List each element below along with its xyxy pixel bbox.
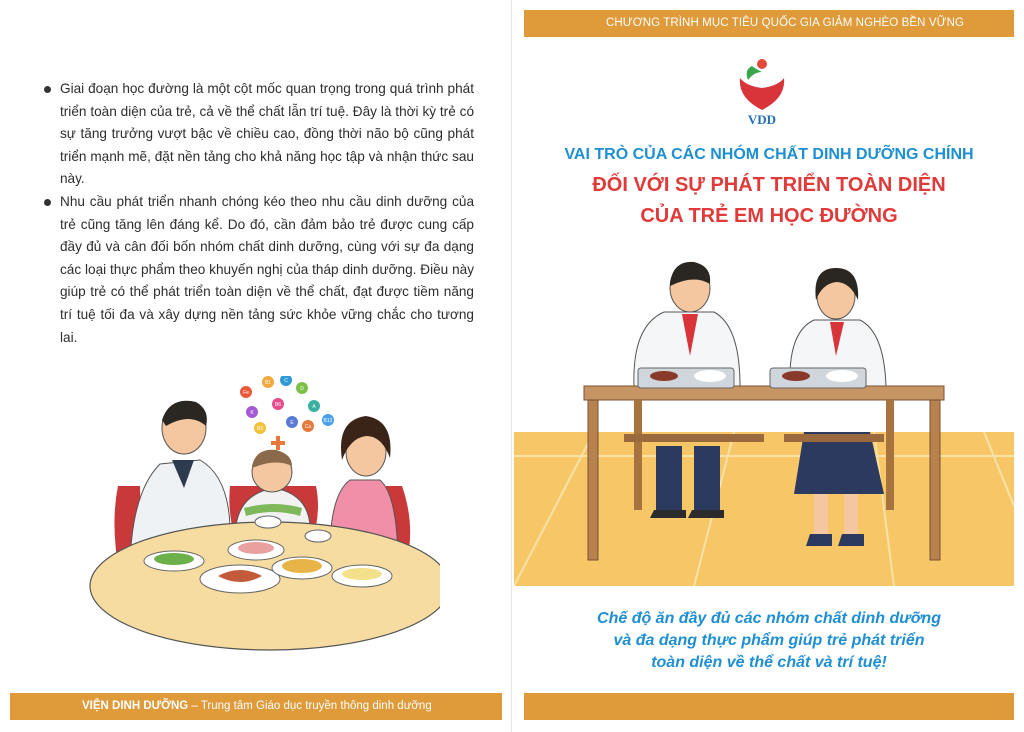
footer-org: VIỆN DINH DƯỠNG — [82, 700, 189, 712]
footer-bar — [10, 693, 502, 720]
bench-left — [624, 434, 764, 442]
bullet-item — [44, 78, 474, 191]
intro-bullets — [44, 78, 474, 349]
bullet-item — [44, 191, 474, 349]
bullet-text: Nhu cầu phát triển nhanh chóng kéo theo nhu cầu dinh dưỡng của trẻ cũng tăng lên đáng kể. Do đó, cần đảm bảo trẻ được cung cấp đầy đủ và cân đối bốn nhóm chất dinh dưỡng, cùng với sự đa dạng các loại thực phẩm theo khuyến nghị của tháp dinh dưỡng. Điều này giúp trẻ có thể phát triển toàn diện về thể chất, đạt được tiềm năng trí tuệ tối đa và xây dựng nền tảng sức khỏe vững chắc cho tương lai. — [60, 193, 474, 345]
vitamin-label: B1 — [264, 380, 272, 386]
slogan-line-2: và đa dạng thực phẩm giúp trẻ phát triển — [613, 632, 925, 649]
plus-icon — [271, 436, 285, 450]
students-lunch-illustration — [514, 256, 1014, 586]
vitamin-label: B2 — [256, 426, 264, 432]
header-bar — [524, 10, 1014, 37]
program-name: CHƯƠNG TRÌNH MỤC TIÊU QUỐC GIA GIẢM NGHÈO BỀN VỮNG — [606, 17, 965, 29]
title-line-1: VAI TRÒ CỦA CÁC NHÓM CHẤT DINH DƯỠNG CHÍNH — [564, 146, 974, 163]
slogan-line-1: Chế độ ăn đầy đủ các nhóm chất dinh dưỡng — [597, 610, 941, 627]
vitamin-label: C — [284, 378, 288, 384]
logo-heart-icon — [740, 78, 784, 110]
vitamin-label: B6 — [274, 402, 282, 408]
title-line-2: ĐỐI VỚI SỰ PHÁT TRIỂN TOÀN DIỆN — [592, 174, 946, 196]
vitamin-label: Fe — [243, 390, 249, 396]
vitamin-label: E — [290, 420, 294, 426]
logo-sun-icon — [757, 59, 767, 69]
vitamin-label: D — [300, 386, 304, 392]
food-trays — [638, 368, 866, 388]
bullet-text: Giai đoạn học đường là một cột mốc quan trọng trong quá trình phát triển toàn diện của trẻ, cả về thể chất lẫn trí tuệ. Đây là thời kỳ trẻ có sự tăng trưởng vượt bậc về chiều cao, đồng thời não bộ cũng phát triển mạnh mẽ, đặt nền tảng cho khả năng học tập và nhận thức sau này. — [60, 81, 474, 187]
footer-bar-right — [524, 693, 1014, 720]
bench-right — [784, 434, 884, 442]
vitamin-bubbles — [240, 376, 334, 434]
logo-text: VDD — [747, 112, 777, 126]
family-meal-illustration — [80, 376, 440, 656]
vitamin-label: K — [250, 410, 254, 416]
page-fold — [511, 0, 512, 732]
footer-credit — [82, 700, 432, 712]
slogan-line-3: toàn diện về thể chất và trí tuệ! — [651, 654, 887, 671]
vitamin-label: A — [312, 404, 316, 410]
vitamin-label: B12 — [323, 418, 333, 424]
title-line-3: CỦA TRẺ EM HỌC ĐƯỜNG — [640, 205, 898, 227]
vitamin-label: Ca — [304, 424, 312, 430]
bullet-dot-icon — [44, 86, 51, 93]
footer-dept: – Trung tâm Giáo dục truyền thông dinh dưỡng — [188, 700, 432, 712]
bullet-dot-icon — [44, 199, 51, 206]
vdd-logo — [734, 54, 790, 126]
